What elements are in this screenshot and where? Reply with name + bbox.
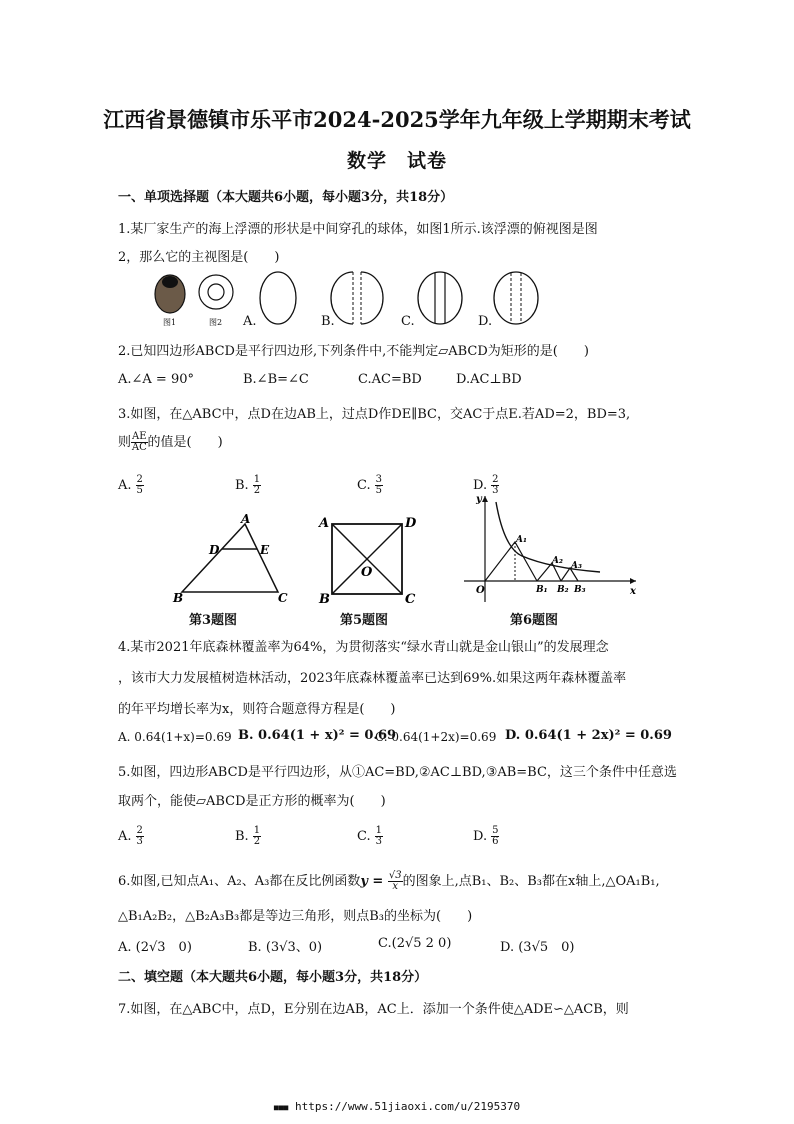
q6-text-line2: △B₁A₂B₂，△B₂A₃B₃都是等边三角形，则点B₃的坐标为( ) <box>118 909 473 924</box>
figure-3-triangle <box>170 512 290 604</box>
fig5-label-b: B <box>319 592 330 606</box>
page-footer <box>0 1100 794 1113</box>
q3-text-line1: 3.如图，在△ABC中，点D在边AB上，过点D作DE∥BC，交AC于点E.若AD=2，BD=3, <box>118 407 631 422</box>
option-d-shape <box>494 272 538 324</box>
q4-option-a[interactable]: A. 0.64(1+x)=0.69 <box>118 730 232 744</box>
fig3-label-c: C <box>278 591 288 604</box>
q4-option-c[interactable]: C. 0.64(1+2x)=0.69 <box>375 730 497 744</box>
q4-text-line3: 的年平均增长率为x，则符合题意得方程是( ) <box>118 702 396 717</box>
fig1-label: 图1 <box>163 318 177 327</box>
q5-option-d[interactable]: D. $\frac{5}{6}$ <box>473 825 499 847</box>
q4-text-line1: 4.某市2021年底森林覆盖率为64%，为贯彻落实“绿水青山就是金山银山”的发展理念 <box>118 640 609 655</box>
q5-option-c[interactable]: C. $\frac{1}{3}$ <box>357 825 382 847</box>
q3-text-line2: 则 $\frac{AE}{AC}$ 的值是( ) <box>118 431 223 453</box>
section-1-heading: 一、单项选择题（本大题共6小题，每小题3分，共18分） <box>118 190 454 205</box>
q4-option-d[interactable]: D. 0.64(1 + 2x)² = 0.69 <box>505 728 672 743</box>
fig6-label-a2: A₂ <box>552 556 563 566</box>
fig6-label-a1: A₁ <box>516 535 527 545</box>
fig5-label-o: O <box>361 565 373 580</box>
q1-option-c[interactable]: C. <box>401 314 415 329</box>
q1-option-d[interactable]: D. <box>478 314 493 329</box>
q5-option-a[interactable]: A. $\frac{2}{3}$ <box>118 825 143 847</box>
figure-5-square <box>316 512 420 606</box>
q5-text-line1: 5.如图，四边形ABCD是平行四边形，从①AC=BD,②AC⊥BD,③AB=BC，这三个条件中任意选 <box>118 765 677 780</box>
q2-option-a[interactable]: A.∠A = 90° <box>118 372 195 387</box>
figure-6-caption: 第6题图 <box>510 613 559 628</box>
q2-text: 2.已知四边形ABCD是平行四边形,下列条件中,不能判定▱ABCD为矩形的是( ) <box>118 344 589 359</box>
q2-option-d[interactable]: D.AC⊥BD <box>456 372 522 387</box>
q6-text-line1: 6.如图,已知点A₁、A₂、A₃都在反比例函数y = $\frac{√3}{x}$ 的图象上,点B₁、B₂、B₃都在x轴上,△OA₁B₁, <box>118 870 660 892</box>
figure-5-caption: 第5题图 <box>340 613 389 628</box>
fig6-label-o: O <box>476 585 485 596</box>
option-c-shape <box>418 272 462 324</box>
q5-text-line2: 取两个，能使▱ABCD是正方形的概率为( ) <box>118 794 386 809</box>
fig6-label-a3: A₃ <box>571 561 582 571</box>
fig6-label-b2: B₂ <box>557 585 569 595</box>
q7-text-line1: 7.如图，在△ABC中，点D，E分别在边AB，AC上．添加一个条件使△ADE∽△ACB，则 <box>118 1002 629 1017</box>
fig2-inner <box>208 284 224 300</box>
fig3-label-a: A <box>241 512 251 526</box>
fig2-outer <box>199 275 233 309</box>
fig6-label-y: y <box>476 494 482 505</box>
q2-option-c[interactable]: C.AC=BD <box>358 372 422 387</box>
section-2-heading: 二、填空题（本大题共6小题，每小题3分，共18分） <box>118 970 428 985</box>
fig5-label-a: A <box>319 516 330 531</box>
fig6-label-x: x <box>630 586 636 597</box>
q5-option-b[interactable]: B. $\frac{1}{2}$ <box>235 825 261 847</box>
q4-option-b[interactable]: B. 0.64(1 + x)² = 0.69 <box>238 728 397 743</box>
footer-prefix: ■■■ <box>273 1103 289 1112</box>
q1-text-line2: 2，那么它的主视图是( ) <box>118 250 280 265</box>
fig2-label: 图2 <box>209 318 223 327</box>
fig5-label-d: D <box>405 516 417 531</box>
q3-option-a[interactable]: A. $\frac{2}{5}$ <box>118 474 143 496</box>
q6-option-d[interactable]: D. (3√5 0) <box>500 940 575 955</box>
q1-option-b[interactable]: B. <box>321 314 335 329</box>
footer-link[interactable]: https://www.51jiaoxi.com/u/2195370 <box>294 1100 521 1113</box>
fig5-label-c: C <box>405 592 416 606</box>
q6-option-c[interactable]: C.(2√5 2 0) <box>378 936 452 951</box>
q1-option-a[interactable]: A. <box>243 314 257 329</box>
q3-option-b[interactable]: B. $\frac{1}{2}$ <box>235 474 261 496</box>
fig3-label-b: B <box>173 591 184 604</box>
q6-option-b[interactable]: B. (3√3、0) <box>248 940 323 955</box>
q3-fraction: $\frac{AE}{AC}$ <box>131 431 147 453</box>
q4-text-line2: ，该市大力发展植树造林活动，2023年底森林覆盖率已达到69%.如果这两年森林覆盖率 <box>118 671 627 686</box>
exam-title: 江西省景德镇市乐平市2024-2025学年九年级上学期期末考试 <box>103 107 691 132</box>
q2-option-b[interactable]: B.∠B=∠C <box>243 372 309 387</box>
fig3-label-e: E <box>260 543 270 557</box>
q6-option-a[interactable]: A. (2√3 0) <box>118 940 192 955</box>
q3-option-c[interactable]: C. $\frac{3}{5}$ <box>357 474 382 496</box>
figure-3-caption: 第3题图 <box>189 613 238 628</box>
fig6-label-b3: B₃ <box>574 585 586 595</box>
exam-subtitle: 数学 试卷 <box>346 150 447 172</box>
option-a-shape <box>260 272 296 324</box>
figure-6-graph <box>460 490 640 605</box>
q1-text-line1: 1.某厂家生产的海上浮漂的形状是中间穿孔的球体，如图1所示.该浮漂的俯视图是图 <box>118 222 598 237</box>
fig1-hole <box>162 276 178 288</box>
q3-option-d[interactable]: D. $\frac{2}{3}$ <box>473 474 499 496</box>
fig6-label-b1: B₁ <box>536 585 548 595</box>
fig3-label-d: D <box>209 543 220 557</box>
